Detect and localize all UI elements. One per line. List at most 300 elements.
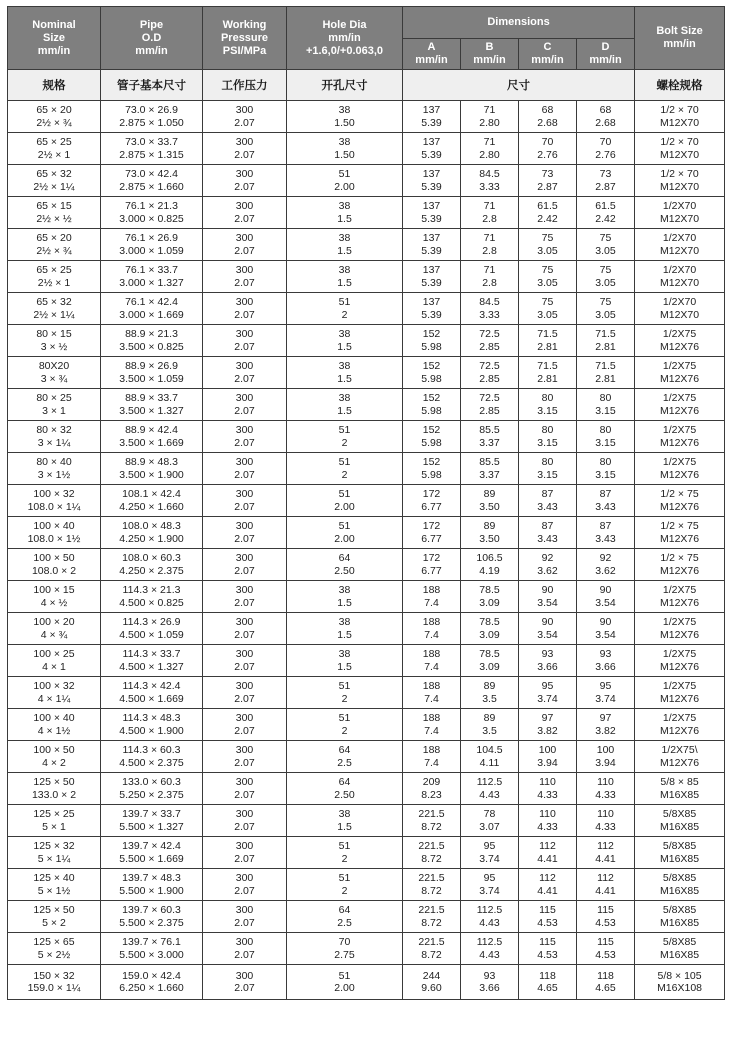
table-row [8, 773, 725, 805]
header-dim-b: B mm/in [461, 39, 519, 70]
cell-dim-c: 118 4.65 [519, 965, 577, 1000]
cell-dim-a: 172 6.77 [403, 485, 461, 517]
cell-bolt-size: 5/8X85 M16X85 [635, 805, 725, 837]
cell-bolt-size: 5/8 × 105 M16X108 [635, 965, 725, 1000]
cell-dim-d: 71.5 2.81 [577, 357, 635, 389]
table-row [8, 421, 725, 453]
cell-working-pressure: 300 2.07 [203, 549, 287, 581]
cell-dim-a: 137 5.39 [403, 293, 461, 325]
cell-pipe-od: 114.3 × 60.3 4.500 × 2.375 [101, 741, 203, 773]
chinese-header-row [8, 70, 725, 101]
cell-dim-c: 80 3.15 [519, 421, 577, 453]
cell-nominal-size: 65 × 20 2½ × ¾ [8, 101, 101, 133]
cell-pipe-od: 73.0 × 33.7 2.875 × 1.315 [101, 133, 203, 165]
cell-working-pressure: 300 2.07 [203, 677, 287, 709]
cell-dim-b: 71 2.8 [461, 229, 519, 261]
cell-dim-a: 188 7.4 [403, 613, 461, 645]
cell-dim-b: 72.5 2.85 [461, 389, 519, 421]
cell-dim-c: 61.5 2.42 [519, 197, 577, 229]
cell-working-pressure: 300 2.07 [203, 709, 287, 741]
cell-dim-d: 75 3.05 [577, 261, 635, 293]
cn-header-dims: 尺寸 [403, 70, 635, 101]
spec-table-container [7, 6, 724, 1000]
english-header [8, 7, 725, 70]
cell-nominal-size: 125 × 65 5 × 2½ [8, 933, 101, 965]
cell-nominal-size: 65 × 25 2½ × 1 [8, 133, 101, 165]
cell-dim-d: 92 3.62 [577, 549, 635, 581]
cell-dim-c: 68 2.68 [519, 101, 577, 133]
cell-hole-dia: 51 2.00 [287, 165, 403, 197]
cell-working-pressure: 300 2.07 [203, 293, 287, 325]
cell-nominal-size: 100 × 20 4 × ¾ [8, 613, 101, 645]
cell-bolt-size: 5/8X85 M16X85 [635, 869, 725, 901]
cell-hole-dia: 38 1.5 [287, 357, 403, 389]
cell-pipe-od: 76.1 × 21.3 3.000 × 0.825 [101, 197, 203, 229]
cell-dim-b: 71 2.8 [461, 197, 519, 229]
cell-dim-a: 221.5 8.72 [403, 901, 461, 933]
cell-dim-a: 137 5.39 [403, 197, 461, 229]
cell-pipe-od: 88.9 × 26.9 3.500 × 1.059 [101, 357, 203, 389]
cell-dim-c: 112 4.41 [519, 869, 577, 901]
cell-pipe-od: 139.7 × 33.7 5.500 × 1.327 [101, 805, 203, 837]
table-row [8, 805, 725, 837]
cell-dim-d: 61.5 2.42 [577, 197, 635, 229]
cell-hole-dia: 51 2.00 [287, 965, 403, 1000]
cell-hole-dia: 70 2.75 [287, 933, 403, 965]
cell-pipe-od: 114.3 × 48.3 4.500 × 1.900 [101, 709, 203, 741]
cell-nominal-size: 100 × 25 4 × 1 [8, 645, 101, 677]
table-row [8, 293, 725, 325]
cell-dim-c: 75 3.05 [519, 261, 577, 293]
cell-bolt-size: 1/2X75 M12X76 [635, 357, 725, 389]
cell-dim-b: 89 3.50 [461, 517, 519, 549]
cell-nominal-size: 100 × 40 108.0 × 1½ [8, 517, 101, 549]
cell-working-pressure: 300 2.07 [203, 165, 287, 197]
cell-dim-c: 73 2.87 [519, 165, 577, 197]
cell-hole-dia: 51 2.00 [287, 485, 403, 517]
table-row [8, 197, 725, 229]
cell-dim-c: 75 3.05 [519, 293, 577, 325]
cell-dim-d: 90 3.54 [577, 581, 635, 613]
cell-dim-a: 221.5 8.72 [403, 933, 461, 965]
cell-hole-dia: 51 2 [287, 869, 403, 901]
cell-hole-dia: 38 1.5 [287, 581, 403, 613]
table-row [8, 389, 725, 421]
cell-dim-d: 70 2.76 [577, 133, 635, 165]
cell-working-pressure: 300 2.07 [203, 933, 287, 965]
cell-dim-d: 87 3.43 [577, 485, 635, 517]
cell-dim-b: 72.5 2.85 [461, 325, 519, 357]
cell-hole-dia: 38 1.5 [287, 325, 403, 357]
cell-working-pressure: 300 2.07 [203, 485, 287, 517]
cell-working-pressure: 300 2.07 [203, 901, 287, 933]
cell-dim-c: 110 4.33 [519, 773, 577, 805]
cell-bolt-size: 1/2 × 70 M12X70 [635, 101, 725, 133]
cell-dim-d: 80 3.15 [577, 389, 635, 421]
cell-pipe-od: 139.7 × 48.3 5.500 × 1.900 [101, 869, 203, 901]
table-row [8, 517, 725, 549]
cn-header-hole: 开孔尺寸 [287, 70, 403, 101]
table-row [8, 613, 725, 645]
cell-dim-b: 78.5 3.09 [461, 645, 519, 677]
cell-pipe-od: 114.3 × 26.9 4.500 × 1.059 [101, 613, 203, 645]
cell-nominal-size: 125 × 32 5 × 1¼ [8, 837, 101, 869]
cell-dim-b: 84.5 3.33 [461, 293, 519, 325]
cell-dim-a: 172 6.77 [403, 549, 461, 581]
cell-nominal-size: 80 × 15 3 × ½ [8, 325, 101, 357]
cell-nominal-size: 150 × 32 159.0 × 1¼ [8, 965, 101, 1000]
cell-bolt-size: 1/2 × 75 M12X76 [635, 549, 725, 581]
cell-bolt-size: 1/2X70 M12X70 [635, 229, 725, 261]
table-body [8, 70, 725, 1000]
cell-dim-b: 72.5 2.85 [461, 357, 519, 389]
cell-nominal-size: 65 × 15 2½ × ½ [8, 197, 101, 229]
cell-working-pressure: 300 2.07 [203, 101, 287, 133]
cell-pipe-od: 73.0 × 26.9 2.875 × 1.050 [101, 101, 203, 133]
cell-dim-c: 90 3.54 [519, 581, 577, 613]
cell-pipe-od: 108.0 × 60.3 4.250 × 2.375 [101, 549, 203, 581]
cell-dim-b: 84.5 3.33 [461, 165, 519, 197]
cell-dim-d: 115 4.53 [577, 901, 635, 933]
cell-nominal-size: 100 × 40 4 × 1½ [8, 709, 101, 741]
cell-bolt-size: 1/2X75 M12X76 [635, 645, 725, 677]
cn-header-spec: 规格 [8, 70, 101, 101]
cell-pipe-od: 76.1 × 33.7 3.000 × 1.327 [101, 261, 203, 293]
cell-dim-d: 110 4.33 [577, 773, 635, 805]
cell-hole-dia: 51 2.00 [287, 517, 403, 549]
cell-dim-b: 106.5 4.19 [461, 549, 519, 581]
cell-dim-a: 137 5.39 [403, 261, 461, 293]
cell-bolt-size: 1/2 × 75 M12X76 [635, 517, 725, 549]
cell-nominal-size: 65 × 32 2½ × 1¼ [8, 165, 101, 197]
cell-dim-a: 137 5.39 [403, 101, 461, 133]
cell-dim-b: 71 2.8 [461, 261, 519, 293]
header-hole-dia: Hole Dia mm/in +1.6,0/+0.063,0 [287, 7, 403, 70]
dimensions-table [7, 6, 725, 1000]
cell-dim-a: 172 6.77 [403, 517, 461, 549]
cell-dim-d: 110 4.33 [577, 805, 635, 837]
cell-dim-b: 104.5 4.11 [461, 741, 519, 773]
cell-nominal-size: 100 × 15 4 × ½ [8, 581, 101, 613]
cell-nominal-size: 125 × 25 5 × 1 [8, 805, 101, 837]
cell-dim-a: 152 5.98 [403, 421, 461, 453]
cell-dim-b: 95 3.74 [461, 837, 519, 869]
cell-bolt-size: 1/2X70 M12X70 [635, 261, 725, 293]
cell-hole-dia: 38 1.50 [287, 101, 403, 133]
cell-pipe-od: 139.7 × 42.4 5.500 × 1.669 [101, 837, 203, 869]
cell-hole-dia: 38 1.5 [287, 229, 403, 261]
cell-bolt-size: 1/2X75 M12X76 [635, 581, 725, 613]
cell-pipe-od: 114.3 × 42.4 4.500 × 1.669 [101, 677, 203, 709]
cell-dim-b: 85.5 3.37 [461, 421, 519, 453]
cell-dim-a: 221.5 8.72 [403, 805, 461, 837]
cell-dim-b: 89 3.5 [461, 677, 519, 709]
cell-nominal-size: 80 × 25 3 × 1 [8, 389, 101, 421]
cell-bolt-size: 1/2 × 70 M12X70 [635, 133, 725, 165]
cell-dim-c: 97 3.82 [519, 709, 577, 741]
table-row [8, 709, 725, 741]
cell-dim-b: 93 3.66 [461, 965, 519, 1000]
cell-working-pressure: 300 2.07 [203, 357, 287, 389]
cell-hole-dia: 51 2 [287, 837, 403, 869]
table-row [8, 133, 725, 165]
cell-dim-c: 80 3.15 [519, 389, 577, 421]
cell-working-pressure: 300 2.07 [203, 453, 287, 485]
cell-dim-a: 209 8.23 [403, 773, 461, 805]
cell-dim-c: 112 4.41 [519, 837, 577, 869]
cell-dim-b: 71 2.80 [461, 133, 519, 165]
cn-header-pipe-od: 管子基本尺寸 [101, 70, 203, 101]
cell-hole-dia: 51 2 [287, 293, 403, 325]
cell-dim-b: 78.5 3.09 [461, 581, 519, 613]
table-row [8, 741, 725, 773]
table-row [8, 101, 725, 133]
cell-dim-c: 115 4.53 [519, 933, 577, 965]
header-dim-d: D mm/in [577, 39, 635, 70]
cell-dim-c: 87 3.43 [519, 485, 577, 517]
cell-pipe-od: 73.0 × 42.4 2.875 × 1.660 [101, 165, 203, 197]
cell-nominal-size: 65 × 25 2½ × 1 [8, 261, 101, 293]
table-row [8, 965, 725, 1000]
header-dim-c: C mm/in [519, 39, 577, 70]
cell-dim-a: 137 5.39 [403, 229, 461, 261]
cell-dim-d: 115 4.53 [577, 933, 635, 965]
cell-bolt-size: 1/2X75 M12X76 [635, 709, 725, 741]
table-row [8, 645, 725, 677]
header-working-pressure: Working Pressure PSI/MPa [203, 7, 287, 70]
cell-dim-d: 71.5 2.81 [577, 325, 635, 357]
cell-dim-c: 75 3.05 [519, 229, 577, 261]
cell-dim-d: 97 3.82 [577, 709, 635, 741]
cell-bolt-size: 1/2X75 M12X76 [635, 389, 725, 421]
cell-nominal-size: 100 × 50 4 × 2 [8, 741, 101, 773]
cell-bolt-size: 1/2X75 M12X76 [635, 453, 725, 485]
cell-pipe-od: 88.9 × 42.4 3.500 × 1.669 [101, 421, 203, 453]
cell-working-pressure: 300 2.07 [203, 389, 287, 421]
cell-bolt-size: 1/2X70 M12X70 [635, 293, 725, 325]
cell-dim-c: 90 3.54 [519, 613, 577, 645]
cell-hole-dia: 38 1.50 [287, 133, 403, 165]
cell-nominal-size: 125 × 50 133.0 × 2 [8, 773, 101, 805]
cell-working-pressure: 300 2.07 [203, 613, 287, 645]
cell-dim-d: 80 3.15 [577, 453, 635, 485]
table-row [8, 357, 725, 389]
cell-working-pressure: 300 2.07 [203, 261, 287, 293]
table-row [8, 933, 725, 965]
cell-dim-a: 137 5.39 [403, 133, 461, 165]
cell-bolt-size: 5/8 × 85 M16X85 [635, 773, 725, 805]
cell-dim-b: 89 3.50 [461, 485, 519, 517]
cell-dim-b: 95 3.74 [461, 869, 519, 901]
cell-pipe-od: 76.1 × 26.9 3.000 × 1.059 [101, 229, 203, 261]
table-row [8, 901, 725, 933]
cell-bolt-size: 1/2X75 M12X76 [635, 421, 725, 453]
cell-dim-b: 71 2.80 [461, 101, 519, 133]
table-row [8, 837, 725, 869]
cell-nominal-size: 80 × 40 3 × 1½ [8, 453, 101, 485]
header-nominal-size: Nominal Size mm/in [8, 7, 101, 70]
cell-pipe-od: 76.1 × 42.4 3.000 × 1.669 [101, 293, 203, 325]
cell-bolt-size: 1/2X75\ M12X76 [635, 741, 725, 773]
cell-working-pressure: 300 2.07 [203, 805, 287, 837]
cell-hole-dia: 51 2 [287, 421, 403, 453]
cell-hole-dia: 64 2.50 [287, 773, 403, 805]
cell-dim-a: 152 5.98 [403, 357, 461, 389]
cell-dim-a: 152 5.98 [403, 325, 461, 357]
cell-working-pressure: 300 2.07 [203, 421, 287, 453]
cell-nominal-size: 80 × 32 3 × 1¼ [8, 421, 101, 453]
cell-dim-c: 80 3.15 [519, 453, 577, 485]
cell-dim-d: 112 4.41 [577, 837, 635, 869]
cell-bolt-size: 5/8X85 M16X85 [635, 933, 725, 965]
cell-dim-c: 87 3.43 [519, 517, 577, 549]
cell-dim-d: 80 3.15 [577, 421, 635, 453]
cell-working-pressure: 300 2.07 [203, 773, 287, 805]
cell-dim-c: 100 3.94 [519, 741, 577, 773]
cell-nominal-size: 125 × 40 5 × 1½ [8, 869, 101, 901]
cell-bolt-size: 1/2X75 M12X76 [635, 677, 725, 709]
cell-nominal-size: 100 × 32 4 × 1¼ [8, 677, 101, 709]
table-row [8, 453, 725, 485]
cell-dim-c: 71.5 2.81 [519, 325, 577, 357]
cell-dim-d: 118 4.65 [577, 965, 635, 1000]
cell-hole-dia: 38 1.5 [287, 805, 403, 837]
cell-nominal-size: 125 × 50 5 × 2 [8, 901, 101, 933]
cell-working-pressure: 300 2.07 [203, 229, 287, 261]
header-pipe-od: Pipe O.D mm/in [101, 7, 203, 70]
cell-pipe-od: 88.9 × 48.3 3.500 × 1.900 [101, 453, 203, 485]
cell-dim-d: 87 3.43 [577, 517, 635, 549]
cell-dim-a: 188 7.4 [403, 645, 461, 677]
cell-dim-a: 188 7.4 [403, 677, 461, 709]
cell-working-pressure: 300 2.07 [203, 869, 287, 901]
table-row [8, 229, 725, 261]
cell-dim-a: 188 7.4 [403, 709, 461, 741]
cell-pipe-od: 133.0 × 60.3 5.250 × 2.375 [101, 773, 203, 805]
cell-working-pressure: 300 2.07 [203, 517, 287, 549]
table-row [8, 869, 725, 901]
cell-dim-b: 112.5 4.43 [461, 933, 519, 965]
cell-bolt-size: 1/2X70 M12X70 [635, 197, 725, 229]
cell-bolt-size: 1/2X75 M12X76 [635, 613, 725, 645]
cell-working-pressure: 300 2.07 [203, 741, 287, 773]
table-row [8, 325, 725, 357]
table-row [8, 581, 725, 613]
cell-hole-dia: 64 2.50 [287, 549, 403, 581]
header-dimensions: Dimensions [403, 7, 635, 39]
cell-dim-d: 100 3.94 [577, 741, 635, 773]
cell-pipe-od: 139.7 × 60.3 5.500 × 2.375 [101, 901, 203, 933]
table-row [8, 261, 725, 293]
table-row [8, 485, 725, 517]
table-row [8, 677, 725, 709]
cell-dim-c: 92 3.62 [519, 549, 577, 581]
cell-dim-b: 112.5 4.43 [461, 901, 519, 933]
cell-dim-c: 70 2.76 [519, 133, 577, 165]
cell-dim-a: 152 5.98 [403, 453, 461, 485]
cell-working-pressure: 300 2.07 [203, 645, 287, 677]
cell-dim-a: 221.5 8.72 [403, 869, 461, 901]
cell-nominal-size: 65 × 32 2½ × 1¼ [8, 293, 101, 325]
cell-dim-a: 221.5 8.72 [403, 837, 461, 869]
cell-dim-b: 112.5 4.43 [461, 773, 519, 805]
cell-hole-dia: 64 2.5 [287, 741, 403, 773]
cell-dim-c: 71.5 2.81 [519, 357, 577, 389]
cell-dim-c: 115 4.53 [519, 901, 577, 933]
cell-dim-b: 85.5 3.37 [461, 453, 519, 485]
cell-hole-dia: 38 1.5 [287, 261, 403, 293]
cell-hole-dia: 38 1.5 [287, 389, 403, 421]
cell-working-pressure: 300 2.07 [203, 581, 287, 613]
cell-pipe-od: 114.3 × 21.3 4.500 × 0.825 [101, 581, 203, 613]
cell-hole-dia: 51 2 [287, 677, 403, 709]
cell-dim-b: 78 3.07 [461, 805, 519, 837]
cell-dim-d: 112 4.41 [577, 869, 635, 901]
cell-hole-dia: 38 1.5 [287, 613, 403, 645]
cn-header-bolt: 螺栓规格 [635, 70, 725, 101]
cell-hole-dia: 38 1.5 [287, 645, 403, 677]
table-row [8, 549, 725, 581]
cell-pipe-od: 159.0 × 42.4 6.250 × 1.660 [101, 965, 203, 1000]
cell-dim-a: 188 7.4 [403, 581, 461, 613]
cell-pipe-od: 108.0 × 48.3 4.250 × 1.900 [101, 517, 203, 549]
cell-nominal-size: 65 × 20 2½ × ¾ [8, 229, 101, 261]
cell-dim-d: 75 3.05 [577, 293, 635, 325]
cell-dim-a: 244 9.60 [403, 965, 461, 1000]
cell-dim-d: 68 2.68 [577, 101, 635, 133]
cn-header-pressure: 工作压力 [203, 70, 287, 101]
cell-bolt-size: 1/2X75 M12X76 [635, 325, 725, 357]
cell-bolt-size: 5/8X85 M16X85 [635, 901, 725, 933]
cell-pipe-od: 88.9 × 21.3 3.500 × 0.825 [101, 325, 203, 357]
cell-working-pressure: 300 2.07 [203, 965, 287, 1000]
cell-dim-c: 93 3.66 [519, 645, 577, 677]
cell-dim-a: 137 5.39 [403, 165, 461, 197]
table-row [8, 165, 725, 197]
cell-pipe-od: 88.9 × 33.7 3.500 × 1.327 [101, 389, 203, 421]
cell-nominal-size: 80X20 3 × ¾ [8, 357, 101, 389]
cell-dim-d: 75 3.05 [577, 229, 635, 261]
cell-nominal-size: 100 × 32 108.0 × 1¼ [8, 485, 101, 517]
cell-working-pressure: 300 2.07 [203, 325, 287, 357]
cell-dim-c: 110 4.33 [519, 805, 577, 837]
cell-pipe-od: 139.7 × 76.1 5.500 × 3.000 [101, 933, 203, 965]
cell-dim-b: 78.5 3.09 [461, 613, 519, 645]
cell-dim-d: 90 3.54 [577, 613, 635, 645]
cell-hole-dia: 38 1.5 [287, 197, 403, 229]
cell-dim-a: 152 5.98 [403, 389, 461, 421]
cell-pipe-od: 108.1 × 42.4 4.250 × 1.660 [101, 485, 203, 517]
header-bolt-size: Bolt Size mm/in [635, 7, 725, 70]
cell-working-pressure: 300 2.07 [203, 133, 287, 165]
cell-bolt-size: 5/8X85 M16X85 [635, 837, 725, 869]
cell-hole-dia: 64 2.5 [287, 901, 403, 933]
cell-working-pressure: 300 2.07 [203, 837, 287, 869]
cell-dim-c: 95 3.74 [519, 677, 577, 709]
cell-dim-a: 188 7.4 [403, 741, 461, 773]
cell-pipe-od: 114.3 × 33.7 4.500 × 1.327 [101, 645, 203, 677]
cell-bolt-size: 1/2 × 70 M12X70 [635, 165, 725, 197]
cell-hole-dia: 51 2 [287, 709, 403, 741]
cell-dim-d: 95 3.74 [577, 677, 635, 709]
cell-nominal-size: 100 × 50 108.0 × 2 [8, 549, 101, 581]
cell-bolt-size: 1/2 × 75 M12X76 [635, 485, 725, 517]
cell-dim-d: 93 3.66 [577, 645, 635, 677]
header-dim-a: A mm/in [403, 39, 461, 70]
cell-hole-dia: 51 2 [287, 453, 403, 485]
cell-working-pressure: 300 2.07 [203, 197, 287, 229]
cell-dim-b: 89 3.5 [461, 709, 519, 741]
